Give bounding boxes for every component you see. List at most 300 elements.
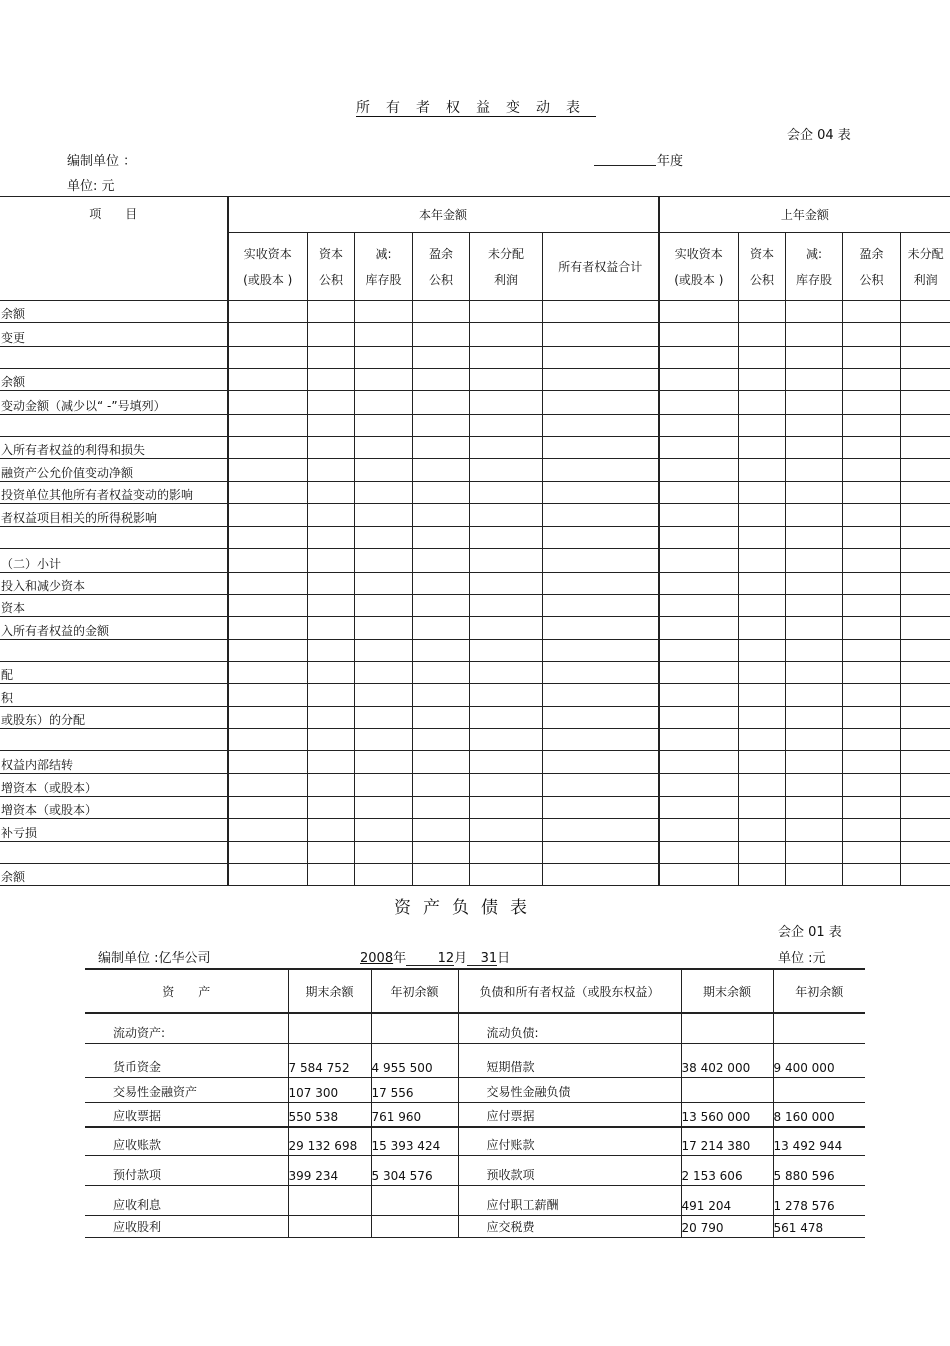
equity-cell[interactable] <box>659 549 739 573</box>
equity-cell[interactable] <box>355 459 413 482</box>
equity-cell[interactable] <box>659 415 739 437</box>
equity-cell[interactable] <box>843 437 901 459</box>
equity-cell[interactable] <box>659 323 739 347</box>
equity-cell[interactable] <box>413 347 470 369</box>
equity-cell[interactable] <box>355 369 413 391</box>
equity-cell[interactable] <box>659 797 739 819</box>
equity-cell[interactable] <box>355 640 413 662</box>
balance-value[interactable] <box>288 1215 371 1237</box>
equity-cell[interactable] <box>228 573 308 595</box>
equity-cell[interactable] <box>786 595 843 617</box>
equity-cell[interactable] <box>470 301 543 323</box>
balance-value[interactable]: 29 132 698 <box>288 1127 371 1155</box>
equity-cell[interactable] <box>308 751 355 774</box>
equity-cell[interactable] <box>470 437 543 459</box>
equity-cell[interactable] <box>659 617 739 640</box>
equity-cell[interactable] <box>659 729 739 751</box>
equity-cell[interactable] <box>413 504 470 527</box>
equity-cell[interactable] <box>543 864 659 886</box>
equity-cell[interactable] <box>739 684 786 707</box>
balance-value[interactable] <box>681 1077 773 1102</box>
equity-cell[interactable] <box>228 437 308 459</box>
equity-cell[interactable] <box>228 864 308 886</box>
equity-cell[interactable] <box>843 842 901 864</box>
equity-cell[interactable] <box>413 459 470 482</box>
balance-value[interactable]: 399 234 <box>288 1155 371 1185</box>
equity-cell[interactable] <box>308 729 355 751</box>
equity-cell[interactable] <box>901 301 950 323</box>
equity-cell[interactable] <box>470 391 543 415</box>
equity-cell[interactable] <box>228 617 308 640</box>
balance-value[interactable]: 561 478 <box>773 1215 865 1237</box>
equity-cell[interactable] <box>308 323 355 347</box>
equity-cell[interactable] <box>470 617 543 640</box>
equity-cell[interactable] <box>786 864 843 886</box>
balance-value[interactable]: 13 492 944 <box>773 1127 865 1155</box>
equity-cell[interactable] <box>543 751 659 774</box>
equity-cell[interactable] <box>543 774 659 797</box>
equity-cell[interactable] <box>228 549 308 573</box>
equity-cell[interactable] <box>659 662 739 684</box>
equity-cell[interactable] <box>739 527 786 549</box>
equity-cell[interactable] <box>659 707 739 729</box>
balance-value[interactable]: 38 402 000 <box>681 1043 773 1077</box>
equity-cell[interactable] <box>355 527 413 549</box>
equity-cell[interactable] <box>470 369 543 391</box>
equity-cell[interactable] <box>901 662 950 684</box>
equity-cell[interactable] <box>901 729 950 751</box>
equity-cell[interactable] <box>843 369 901 391</box>
equity-cell[interactable] <box>739 662 786 684</box>
equity-cell[interactable] <box>470 595 543 617</box>
equity-cell[interactable] <box>228 527 308 549</box>
equity-cell[interactable] <box>413 774 470 797</box>
equity-cell[interactable] <box>413 415 470 437</box>
equity-cell[interactable] <box>786 482 843 504</box>
equity-cell[interactable] <box>308 459 355 482</box>
equity-cell[interactable] <box>659 301 739 323</box>
equity-cell[interactable] <box>470 819 543 842</box>
equity-cell[interactable] <box>786 549 843 573</box>
equity-cell[interactable] <box>355 549 413 573</box>
equity-cell[interactable] <box>470 573 543 595</box>
equity-cell[interactable] <box>543 459 659 482</box>
equity-cell[interactable] <box>739 347 786 369</box>
equity-cell[interactable] <box>228 819 308 842</box>
equity-cell[interactable] <box>659 369 739 391</box>
equity-cell[interactable] <box>228 707 308 729</box>
equity-cell[interactable] <box>470 774 543 797</box>
equity-cell[interactable] <box>659 459 739 482</box>
balance-value[interactable]: 550 538 <box>288 1102 371 1127</box>
equity-cell[interactable] <box>413 323 470 347</box>
equity-cell[interactable] <box>659 751 739 774</box>
equity-cell[interactable] <box>355 391 413 415</box>
equity-cell[interactable] <box>228 323 308 347</box>
equity-cell[interactable] <box>901 347 950 369</box>
equity-cell[interactable] <box>308 391 355 415</box>
equity-cell[interactable] <box>901 482 950 504</box>
equity-cell[interactable] <box>355 573 413 595</box>
equity-cell[interactable] <box>786 617 843 640</box>
equity-cell[interactable] <box>355 595 413 617</box>
equity-cell[interactable] <box>413 819 470 842</box>
equity-cell[interactable] <box>659 684 739 707</box>
equity-cell[interactable] <box>355 842 413 864</box>
equity-cell[interactable] <box>659 864 739 886</box>
equity-cell[interactable] <box>355 301 413 323</box>
equity-cell[interactable] <box>659 347 739 369</box>
equity-cell[interactable] <box>543 347 659 369</box>
equity-cell[interactable] <box>543 437 659 459</box>
equity-cell[interactable] <box>228 842 308 864</box>
equity-cell[interactable] <box>413 842 470 864</box>
equity-cell[interactable] <box>543 819 659 842</box>
equity-cell[interactable] <box>413 437 470 459</box>
equity-cell[interactable] <box>659 504 739 527</box>
equity-cell[interactable] <box>739 415 786 437</box>
equity-cell[interactable] <box>413 707 470 729</box>
balance-value[interactable] <box>288 1013 371 1043</box>
equity-cell[interactable] <box>901 819 950 842</box>
equity-cell[interactable] <box>739 842 786 864</box>
equity-cell[interactable] <box>843 415 901 437</box>
equity-cell[interactable] <box>413 549 470 573</box>
equity-cell[interactable] <box>308 504 355 527</box>
equity-cell[interactable] <box>659 842 739 864</box>
equity-cell[interactable] <box>786 662 843 684</box>
equity-cell[interactable] <box>739 751 786 774</box>
equity-cell[interactable] <box>843 323 901 347</box>
equity-cell[interactable] <box>228 684 308 707</box>
equity-cell[interactable] <box>470 640 543 662</box>
equity-cell[interactable] <box>308 415 355 437</box>
equity-cell[interactable] <box>470 729 543 751</box>
equity-cell[interactable] <box>901 707 950 729</box>
equity-cell[interactable] <box>228 347 308 369</box>
equity-cell[interactable] <box>659 527 739 549</box>
equity-cell[interactable] <box>843 347 901 369</box>
equity-cell[interactable] <box>308 774 355 797</box>
balance-value[interactable] <box>371 1215 458 1237</box>
equity-cell[interactable] <box>843 751 901 774</box>
equity-cell[interactable] <box>470 347 543 369</box>
equity-cell[interactable] <box>786 323 843 347</box>
balance-value[interactable]: 7 584 752 <box>288 1043 371 1077</box>
equity-cell[interactable] <box>786 797 843 819</box>
equity-cell[interactable] <box>308 595 355 617</box>
equity-cell[interactable] <box>739 864 786 886</box>
equity-cell[interactable] <box>355 684 413 707</box>
equity-cell[interactable] <box>543 573 659 595</box>
equity-cell[interactable] <box>470 415 543 437</box>
equity-cell[interactable] <box>470 684 543 707</box>
equity-cell[interactable] <box>413 391 470 415</box>
balance-value[interactable] <box>773 1013 865 1043</box>
equity-cell[interactable] <box>355 437 413 459</box>
equity-cell[interactable] <box>543 707 659 729</box>
equity-cell[interactable] <box>739 301 786 323</box>
equity-cell[interactable] <box>228 482 308 504</box>
equity-cell[interactable] <box>659 437 739 459</box>
equity-cell[interactable] <box>228 391 308 415</box>
balance-value[interactable] <box>288 1185 371 1215</box>
equity-cell[interactable] <box>843 459 901 482</box>
equity-cell[interactable] <box>228 595 308 617</box>
equity-cell[interactable] <box>470 459 543 482</box>
balance-value[interactable]: 107 300 <box>288 1077 371 1102</box>
equity-cell[interactable] <box>843 662 901 684</box>
balance-value[interactable]: 15 393 424 <box>371 1127 458 1155</box>
equity-cell[interactable] <box>543 482 659 504</box>
equity-cell[interactable] <box>901 437 950 459</box>
equity-cell[interactable] <box>739 797 786 819</box>
equity-cell[interactable] <box>308 369 355 391</box>
equity-cell[interactable] <box>786 415 843 437</box>
equity-cell[interactable] <box>901 459 950 482</box>
equity-cell[interactable] <box>543 301 659 323</box>
equity-cell[interactable] <box>413 684 470 707</box>
equity-cell[interactable] <box>308 301 355 323</box>
equity-cell[interactable] <box>543 617 659 640</box>
equity-cell[interactable] <box>901 391 950 415</box>
equity-cell[interactable] <box>413 640 470 662</box>
equity-cell[interactable] <box>843 729 901 751</box>
balance-value[interactable]: 8 160 000 <box>773 1102 865 1127</box>
equity-cell[interactable] <box>308 684 355 707</box>
equity-cell[interactable] <box>355 323 413 347</box>
equity-cell[interactable] <box>228 504 308 527</box>
equity-cell[interactable] <box>308 527 355 549</box>
equity-cell[interactable] <box>355 819 413 842</box>
equity-cell[interactable] <box>470 549 543 573</box>
equity-cell[interactable] <box>308 482 355 504</box>
equity-cell[interactable] <box>308 842 355 864</box>
equity-cell[interactable] <box>543 842 659 864</box>
equity-cell[interactable] <box>413 729 470 751</box>
equity-cell[interactable] <box>470 323 543 347</box>
equity-cell[interactable] <box>786 707 843 729</box>
equity-cell[interactable] <box>470 504 543 527</box>
equity-cell[interactable] <box>786 301 843 323</box>
equity-cell[interactable] <box>786 504 843 527</box>
equity-cell[interactable] <box>413 573 470 595</box>
equity-cell[interactable] <box>413 617 470 640</box>
equity-cell[interactable] <box>308 347 355 369</box>
equity-cell[interactable] <box>739 482 786 504</box>
equity-cell[interactable] <box>355 617 413 640</box>
equity-cell[interactable] <box>543 549 659 573</box>
equity-cell[interactable] <box>739 573 786 595</box>
equity-cell[interactable] <box>355 774 413 797</box>
equity-cell[interactable] <box>901 640 950 662</box>
equity-cell[interactable] <box>543 391 659 415</box>
equity-cell[interactable] <box>355 415 413 437</box>
equity-cell[interactable] <box>470 662 543 684</box>
equity-cell[interactable] <box>228 729 308 751</box>
equity-cell[interactable] <box>470 842 543 864</box>
equity-cell[interactable] <box>413 797 470 819</box>
equity-cell[interactable] <box>228 640 308 662</box>
equity-cell[interactable] <box>355 797 413 819</box>
balance-value[interactable]: 17 214 380 <box>681 1127 773 1155</box>
equity-cell[interactable] <box>843 797 901 819</box>
equity-cell[interactable] <box>739 369 786 391</box>
equity-cell[interactable] <box>228 797 308 819</box>
equity-cell[interactable] <box>843 707 901 729</box>
equity-cell[interactable] <box>308 437 355 459</box>
equity-cell[interactable] <box>843 504 901 527</box>
equity-cell[interactable] <box>413 369 470 391</box>
equity-cell[interactable] <box>543 662 659 684</box>
balance-value[interactable]: 4 955 500 <box>371 1043 458 1077</box>
equity-cell[interactable] <box>786 527 843 549</box>
equity-cell[interactable] <box>308 707 355 729</box>
equity-cell[interactable] <box>308 549 355 573</box>
equity-cell[interactable] <box>470 482 543 504</box>
equity-cell[interactable] <box>843 549 901 573</box>
equity-cell[interactable] <box>739 504 786 527</box>
equity-cell[interactable] <box>739 729 786 751</box>
equity-cell[interactable] <box>901 549 950 573</box>
equity-cell[interactable] <box>308 573 355 595</box>
equity-cell[interactable] <box>843 640 901 662</box>
equity-cell[interactable] <box>308 864 355 886</box>
equity-cell[interactable] <box>659 573 739 595</box>
balance-value[interactable] <box>773 1077 865 1102</box>
equity-cell[interactable] <box>355 729 413 751</box>
equity-cell[interactable] <box>355 482 413 504</box>
equity-cell[interactable] <box>843 301 901 323</box>
equity-cell[interactable] <box>901 527 950 549</box>
equity-cell[interactable] <box>901 774 950 797</box>
equity-cell[interactable] <box>470 707 543 729</box>
equity-cell[interactable] <box>413 301 470 323</box>
equity-cell[interactable] <box>543 595 659 617</box>
equity-cell[interactable] <box>901 617 950 640</box>
equity-cell[interactable] <box>843 864 901 886</box>
equity-cell[interactable] <box>739 617 786 640</box>
balance-value[interactable]: 20 790 <box>681 1215 773 1237</box>
equity-cell[interactable] <box>901 797 950 819</box>
equity-cell[interactable] <box>786 640 843 662</box>
equity-cell[interactable] <box>786 819 843 842</box>
equity-cell[interactable] <box>543 369 659 391</box>
balance-value[interactable]: 9 400 000 <box>773 1043 865 1077</box>
equity-cell[interactable] <box>470 797 543 819</box>
equity-cell[interactable] <box>901 595 950 617</box>
equity-cell[interactable] <box>739 595 786 617</box>
balance-value[interactable] <box>371 1013 458 1043</box>
balance-value[interactable]: 5 304 576 <box>371 1155 458 1185</box>
equity-cell[interactable] <box>843 391 901 415</box>
balance-value[interactable]: 491 204 <box>681 1185 773 1215</box>
equity-cell[interactable] <box>543 504 659 527</box>
balance-value[interactable] <box>371 1185 458 1215</box>
equity-cell[interactable] <box>355 347 413 369</box>
equity-cell[interactable] <box>413 482 470 504</box>
equity-cell[interactable] <box>901 684 950 707</box>
equity-cell[interactable] <box>843 595 901 617</box>
equity-cell[interactable] <box>843 482 901 504</box>
equity-cell[interactable] <box>739 774 786 797</box>
equity-cell[interactable] <box>786 347 843 369</box>
equity-cell[interactable] <box>843 527 901 549</box>
balance-value[interactable]: 5 880 596 <box>773 1155 865 1185</box>
equity-cell[interactable] <box>786 774 843 797</box>
equity-cell[interactable] <box>413 864 470 886</box>
equity-cell[interactable] <box>901 751 950 774</box>
equity-cell[interactable] <box>739 437 786 459</box>
equity-cell[interactable] <box>901 323 950 347</box>
equity-cell[interactable] <box>659 640 739 662</box>
balance-value[interactable]: 17 556 <box>371 1077 458 1102</box>
equity-cell[interactable] <box>786 391 843 415</box>
equity-cell[interactable] <box>228 459 308 482</box>
equity-cell[interactable] <box>659 482 739 504</box>
equity-cell[interactable] <box>739 391 786 415</box>
equity-cell[interactable] <box>901 504 950 527</box>
balance-value[interactable]: 13 560 000 <box>681 1102 773 1127</box>
equity-cell[interactable] <box>228 662 308 684</box>
equity-cell[interactable] <box>786 751 843 774</box>
equity-cell[interactable] <box>543 797 659 819</box>
equity-cell[interactable] <box>470 527 543 549</box>
balance-value[interactable] <box>681 1013 773 1043</box>
equity-cell[interactable] <box>543 323 659 347</box>
equity-cell[interactable] <box>413 662 470 684</box>
equity-cell[interactable] <box>228 369 308 391</box>
equity-cell[interactable] <box>355 504 413 527</box>
equity-cell[interactable] <box>470 864 543 886</box>
equity-cell[interactable] <box>901 864 950 886</box>
equity-cell[interactable] <box>308 640 355 662</box>
equity-cell[interactable] <box>413 527 470 549</box>
equity-cell[interactable] <box>228 751 308 774</box>
equity-cell[interactable] <box>659 595 739 617</box>
equity-cell[interactable] <box>659 391 739 415</box>
equity-cell[interactable] <box>543 527 659 549</box>
equity-cell[interactable] <box>739 549 786 573</box>
equity-cell[interactable] <box>739 819 786 842</box>
equity-cell[interactable] <box>786 729 843 751</box>
equity-cell[interactable] <box>739 323 786 347</box>
equity-cell[interactable] <box>308 617 355 640</box>
equity-cell[interactable] <box>355 707 413 729</box>
equity-cell[interactable] <box>228 415 308 437</box>
balance-value[interactable]: 2 153 606 <box>681 1155 773 1185</box>
equity-cell[interactable] <box>901 842 950 864</box>
equity-cell[interactable] <box>308 662 355 684</box>
equity-cell[interactable] <box>901 415 950 437</box>
equity-cell[interactable] <box>413 595 470 617</box>
equity-cell[interactable] <box>843 819 901 842</box>
equity-cell[interactable] <box>739 459 786 482</box>
balance-value[interactable]: 761 960 <box>371 1102 458 1127</box>
equity-cell[interactable] <box>901 573 950 595</box>
equity-cell[interactable] <box>786 459 843 482</box>
equity-cell[interactable] <box>355 864 413 886</box>
equity-cell[interactable] <box>739 707 786 729</box>
equity-cell[interactable] <box>843 573 901 595</box>
equity-cell[interactable] <box>786 842 843 864</box>
equity-cell[interactable] <box>413 751 470 774</box>
equity-cell[interactable] <box>543 729 659 751</box>
equity-cell[interactable] <box>843 617 901 640</box>
equity-cell[interactable] <box>739 640 786 662</box>
balance-value[interactable]: 1 278 576 <box>773 1185 865 1215</box>
equity-cell[interactable] <box>543 640 659 662</box>
